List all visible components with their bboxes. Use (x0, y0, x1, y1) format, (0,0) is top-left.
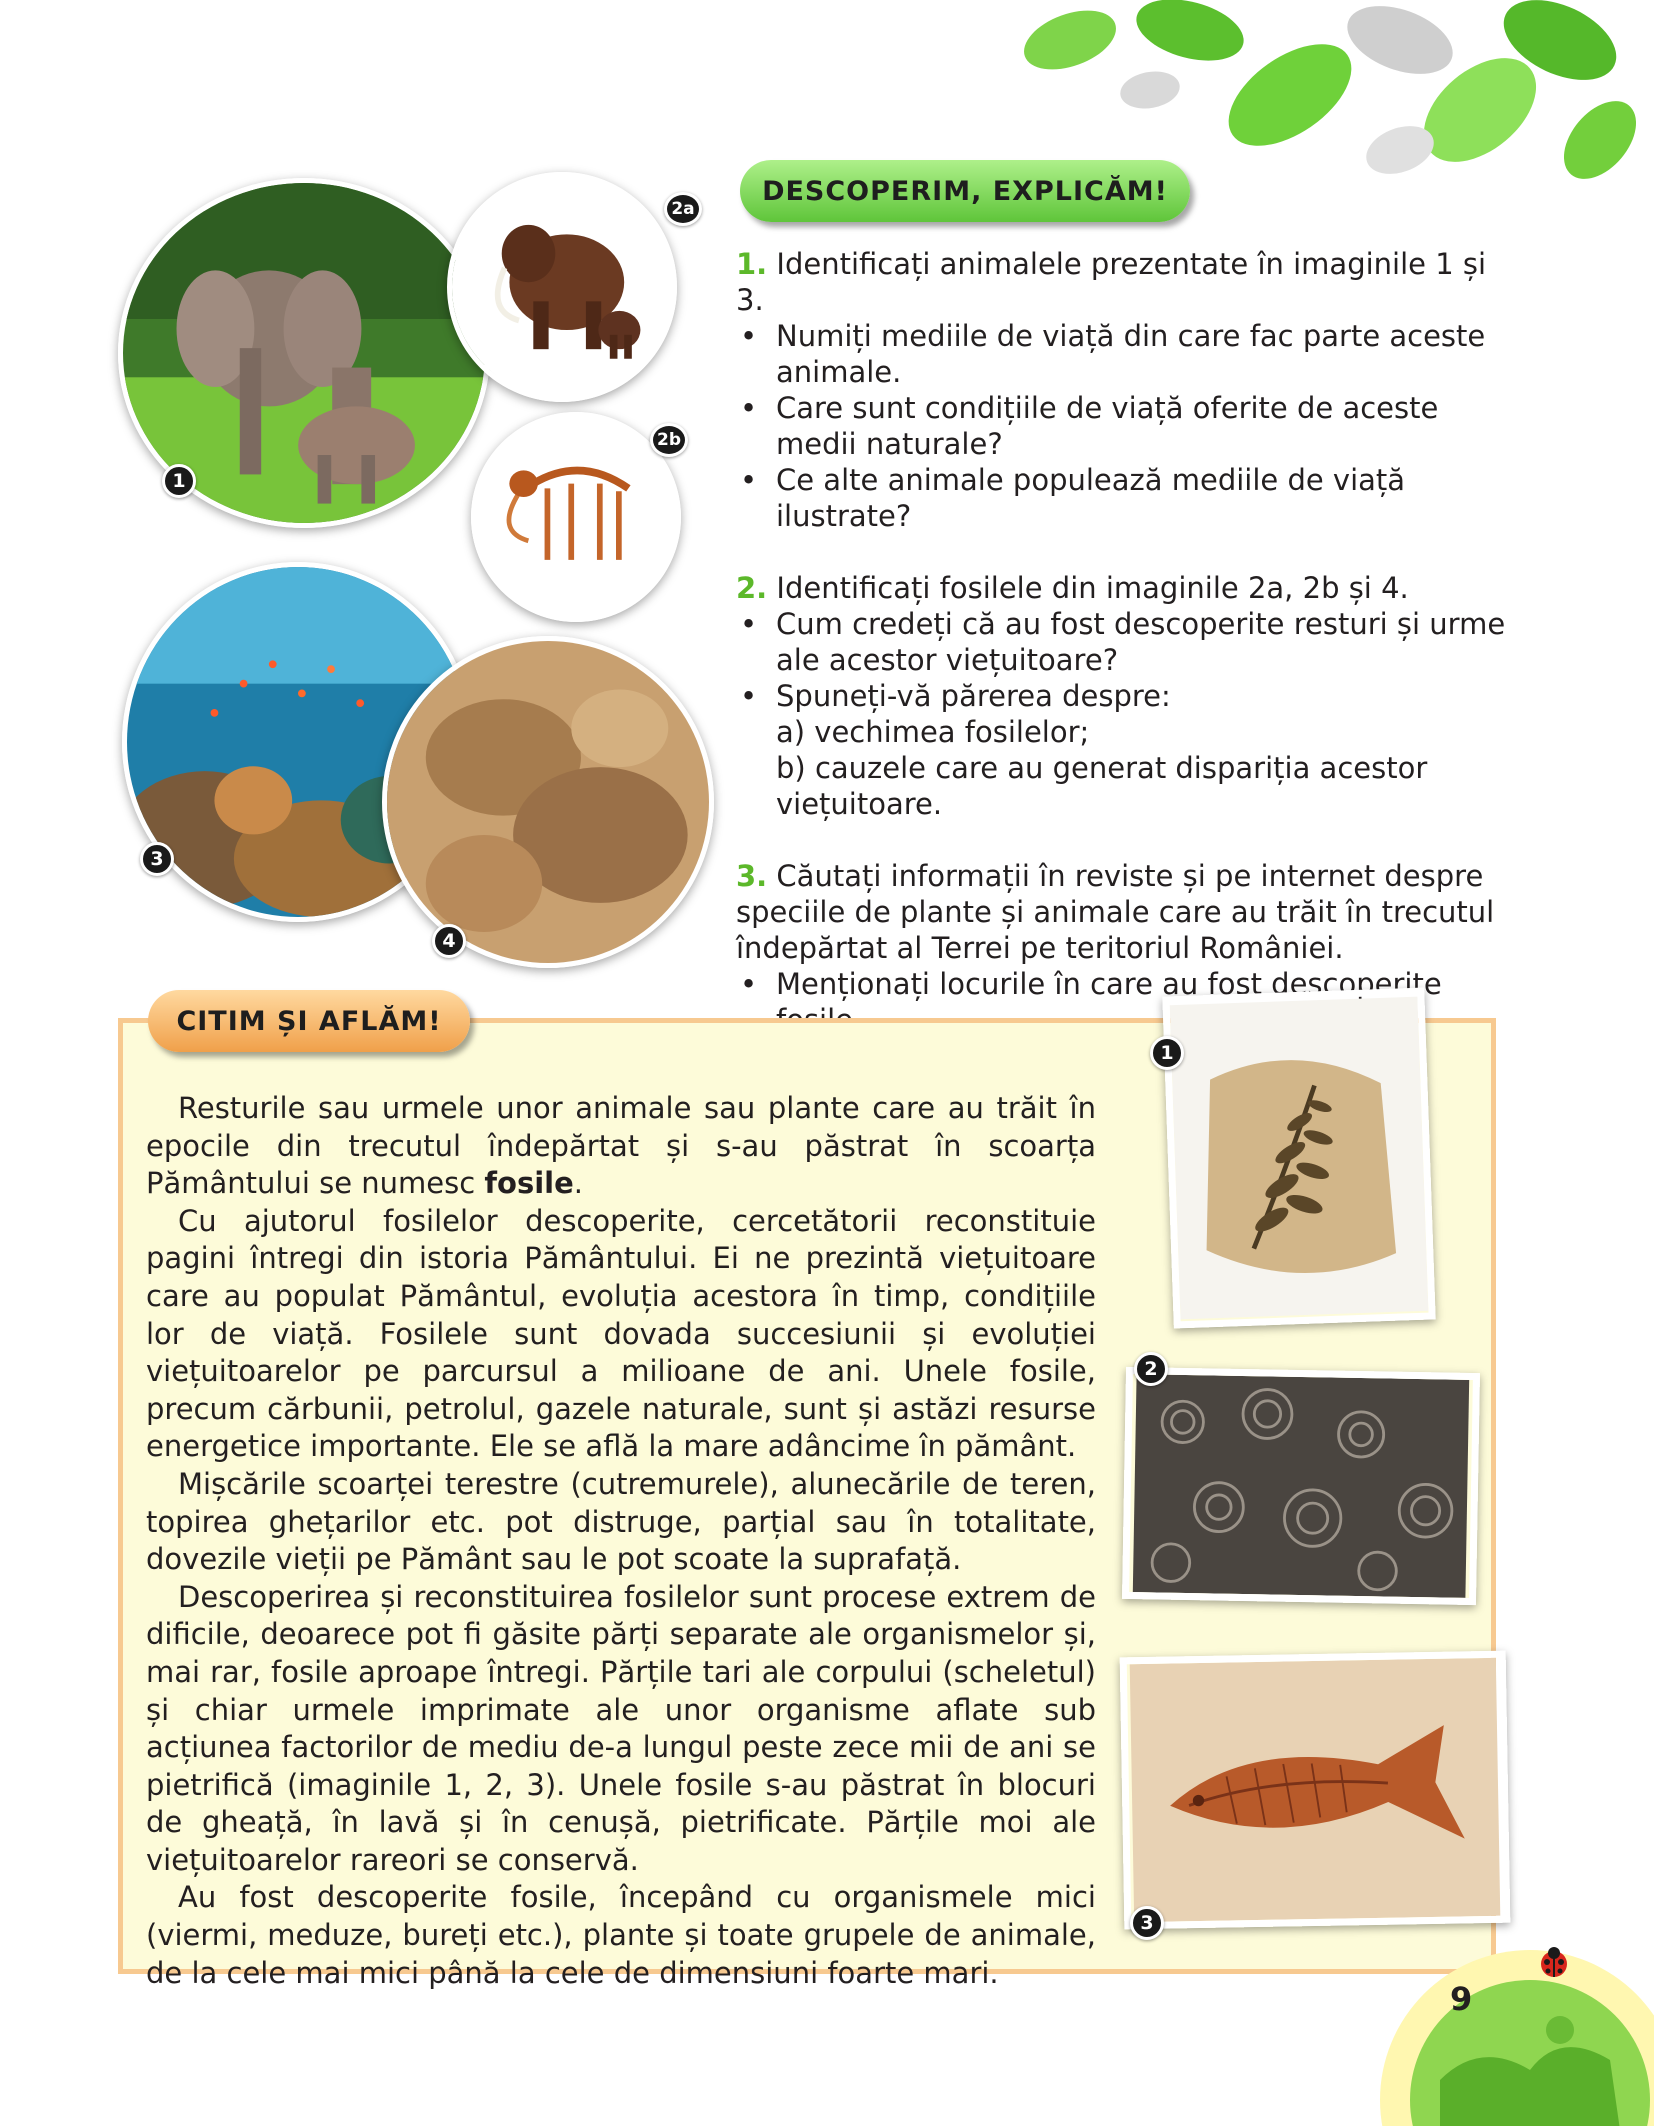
image-badge-4: 4 (432, 924, 466, 958)
bullet-icon: • (740, 319, 758, 353)
question-1-number: 1. (736, 247, 768, 281)
bullet-icon: • (740, 463, 758, 497)
reading-paragraph-5: Au fost descoperite fosile, începând cu organismele mici (viermi, meduze, bureți etc.), plante și toate grupele de animale, de la cele mai mici până la cele de dimensiuni foarte mari. (146, 1880, 1096, 1990)
question-1-text: Identificați animalele prezentate în imaginile 1 și 3. (736, 247, 1487, 317)
question-3-number: 3. (736, 859, 768, 893)
paragraph-end: . (573, 1166, 583, 1201)
reading-title: CITIM ȘI AFLĂM! (148, 990, 470, 1052)
image-badge-3: 3 (140, 842, 174, 876)
page-number: 9 (1450, 1980, 1473, 2018)
term-fosile: fosile (484, 1166, 574, 1201)
question-2-bullet-2 (736, 678, 1516, 714)
ladybug-icon (1536, 1944, 1572, 1980)
bullet-icon: • (740, 391, 758, 425)
globe-decoration (1380, 1930, 1654, 2126)
question-2-text: Identificați fosilele din imaginile 2a, 2b și 4. (776, 571, 1409, 605)
question-2-bullet-1 (736, 606, 1516, 678)
question-2-number: 2. (736, 571, 768, 605)
image-badge-1: 1 (162, 464, 196, 498)
question-1-bullet-3 (736, 462, 1516, 534)
question-2 (736, 570, 1516, 606)
bullet-icon: • (740, 679, 758, 713)
bullet-text: Spuneți-vă părerea despre: (776, 679, 1171, 713)
fossil-badge-3: 3 (1130, 1906, 1164, 1940)
bullet-text: Ce alte animale populează mediile de viață ilustrate? (776, 463, 1406, 533)
bullet-text: Care sunt condițiile de viață oferite de aceste medii naturale? (776, 391, 1439, 461)
reading-paragraph-2: Cu ajutorul fosilelor descoperite, cercetătorii reconstituie pagini întregi din istoria Pământului. Ei ne prezintă viețuitoare care au populat Pământul, evoluția acestora în timp, condițiile lor de viață. Fosilele sunt dovada succesiunii și evoluției viețuitoarelor pe parcursul a milioane de ani. Unele fosile, precum cărbunii, petrolul, gazele naturale, sunt și astăzi resurse energetice importante. Ele se află la mare adâncime în pământ. (146, 1203, 1096, 1464)
photo-fossil-coral (382, 636, 714, 968)
reading-text (146, 1090, 1096, 1992)
reading-paragraph-4: Descoperirea și reconstituirea fosilelor sunt procese extrem de dificile, deoarece pot fi găsite părți separate ale organismelor și, mai rar, fosile aproape întregi. Părțile tari ale corpului (scheletul) și chiar urmele imprimate ale unor organisme aflate sub acțiunea factorilor de mediu de-a lungul peste zece mii de ani se pietrifică (imaginile 1, 2, 3). Unele fosile s-au păstrat în blocuri de gheață, în lavă și în cenușă, pietrificate. Părțile moi ale viețuitoarelor rareori se conservă. (146, 1579, 1096, 1877)
discover-title: DESCOPERIM, EXPLICĂM! (740, 160, 1190, 222)
bullet-text: Cum credeți că au fost descoperite resturi și urme ale acestor viețuitoare? (776, 607, 1506, 677)
question-1-bullet-2 (736, 390, 1516, 462)
photo-fish-fossil (1120, 1651, 1511, 1930)
bullet-icon: • (740, 967, 758, 1001)
question-3 (736, 858, 1516, 966)
question-1-bullet-1 (736, 318, 1516, 390)
bullet-icon: • (740, 607, 758, 641)
photo-fern-fossil (1162, 988, 1435, 1329)
fossil-badge-2: 2 (1134, 1352, 1168, 1386)
photo-ammonite-fossils (1122, 1367, 1480, 1605)
question-2-option-b: b) cauzele care au generat dispariția acestor viețuitoare. (776, 751, 1428, 821)
image-badge-2a: 2a (664, 192, 702, 226)
image-badge-2b: 2b (650, 423, 688, 457)
question-1 (736, 246, 1516, 318)
bullet-text: Numiți mediile de viață din care fac parte aceste animale. (776, 319, 1486, 389)
paragraph-text: Resturile sau urmele unor animale sau plante care au trăit în epocile din trecutul îndepărtat și s-au păstrat în scoarța Pământului se numesc (146, 1091, 1096, 1201)
bullet-text: Menționați locurile în care au fost descoperite (776, 967, 1442, 1001)
fossil-badge-1: 1 (1150, 1036, 1184, 1070)
reading-paragraph-1 (146, 1090, 1096, 1203)
question-2-option-a: a) vechimea fosilelor; (776, 715, 1090, 749)
photo-mammoth (447, 172, 677, 402)
question-3-text: Căutați informații în reviste și pe internet despre speciile de plante și animale care au trăit în trecutul îndepărtat al Terrei pe teritoriul României. (736, 859, 1495, 965)
reading-paragraph-3: Mișcările scoarței terestre (cutremurele), alunecările de teren, topirea ghețarilor etc. pot distruge, parțial sau în totalitate, dovezile vieții pe Pământ sau le pot scoate la suprafață. (146, 1466, 1096, 1577)
discover-questions (736, 246, 1516, 1038)
